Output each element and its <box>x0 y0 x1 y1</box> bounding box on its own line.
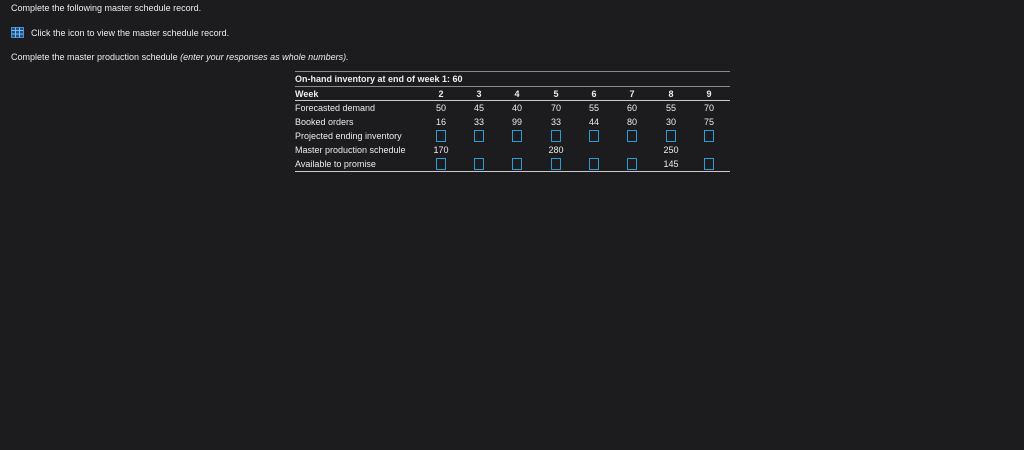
projected-cell <box>704 130 714 142</box>
booked-value: 30 <box>665 117 677 127</box>
atp-cell <box>551 158 561 170</box>
atp-input[interactable] <box>512 158 522 170</box>
master-schedule-table <box>295 71 730 172</box>
atp-cell <box>512 158 522 170</box>
projected-cell <box>666 130 676 142</box>
view-record-row <box>11 27 229 38</box>
table-title <box>295 72 730 86</box>
atp-row <box>295 157 730 172</box>
projected-input[interactable] <box>627 130 637 142</box>
projected-cell <box>551 130 561 142</box>
view-record-text: Click the icon to view the master schedule record. <box>31 27 230 38</box>
week-number: 8 <box>668 88 674 99</box>
table-grid-icon[interactable] <box>11 27 24 38</box>
atp-cell <box>436 158 446 170</box>
instruction-text: Complete the following master schedule record. <box>11 3 202 13</box>
projected-cell <box>436 130 446 142</box>
projected-cell <box>474 130 484 142</box>
row-label: Projected ending inventory <box>295 131 402 141</box>
projected-cell <box>627 130 637 142</box>
booked-value: 33 <box>550 117 562 127</box>
week-header-row <box>295 86 730 101</box>
atp-input[interactable] <box>704 158 714 170</box>
booked-value: 33 <box>473 117 485 127</box>
on-hand-inventory-title: On-hand inventory at end of week 1: 60 <box>295 74 463 84</box>
row-label: Master production schedule <box>295 145 406 155</box>
week-number: 2 <box>438 88 444 99</box>
booked-orders-row <box>295 115 730 129</box>
row-label: Forecasted demand <box>295 103 376 113</box>
mps-value: 280 <box>548 145 564 155</box>
atp-cell <box>627 158 637 170</box>
projected-input[interactable] <box>551 130 561 142</box>
row-label: Available to promise <box>295 159 376 169</box>
week-number: 3 <box>476 88 482 99</box>
mps-value: 170 <box>433 145 449 155</box>
instruction-plain: Complete the master production schedule <box>11 52 181 62</box>
week-number: 9 <box>706 88 712 99</box>
projected-input[interactable] <box>589 130 599 142</box>
week-number: 7 <box>629 88 635 99</box>
forecasted-value: 45 <box>473 103 485 113</box>
atp-cell <box>589 158 599 170</box>
projected-cell <box>512 130 522 142</box>
forecasted-value: 40 <box>511 103 523 113</box>
booked-value: 44 <box>588 117 600 127</box>
booked-value: 75 <box>703 117 715 127</box>
atp-input[interactable] <box>551 158 561 170</box>
projected-cell <box>589 130 599 142</box>
week-number: 6 <box>591 88 597 99</box>
forecasted-demand-row <box>295 101 730 115</box>
forecasted-value: 50 <box>435 103 447 113</box>
forecasted-value: 70 <box>703 103 715 113</box>
projected-inventory-row <box>295 129 730 143</box>
forecasted-value: 60 <box>626 103 638 113</box>
instruction-italic: (enter your responses as whole numbers). <box>180 52 349 62</box>
booked-value: 80 <box>626 117 638 127</box>
atp-value: 145 <box>663 159 679 169</box>
forecasted-value: 55 <box>665 103 677 113</box>
atp-input[interactable] <box>474 158 484 170</box>
atp-input[interactable] <box>589 158 599 170</box>
instruction-text-2 <box>11 52 349 62</box>
week-number: 5 <box>553 88 559 99</box>
projected-input[interactable] <box>474 130 484 142</box>
atp-input[interactable] <box>627 158 637 170</box>
atp-cell <box>704 158 714 170</box>
projected-input[interactable] <box>666 130 676 142</box>
projected-input[interactable] <box>436 130 446 142</box>
booked-value: 16 <box>435 117 447 127</box>
mps-value: 250 <box>663 145 679 155</box>
projected-input[interactable] <box>512 130 522 142</box>
mps-row <box>295 143 730 157</box>
atp-cell <box>474 158 484 170</box>
forecasted-value: 55 <box>588 103 600 113</box>
projected-input[interactable] <box>704 130 714 142</box>
forecasted-value: 70 <box>550 103 562 113</box>
atp-input[interactable] <box>436 158 446 170</box>
week-number: 4 <box>514 88 520 99</box>
week-header-label: Week <box>295 88 319 99</box>
row-label: Booked orders <box>295 117 354 127</box>
booked-value: 99 <box>511 117 523 127</box>
